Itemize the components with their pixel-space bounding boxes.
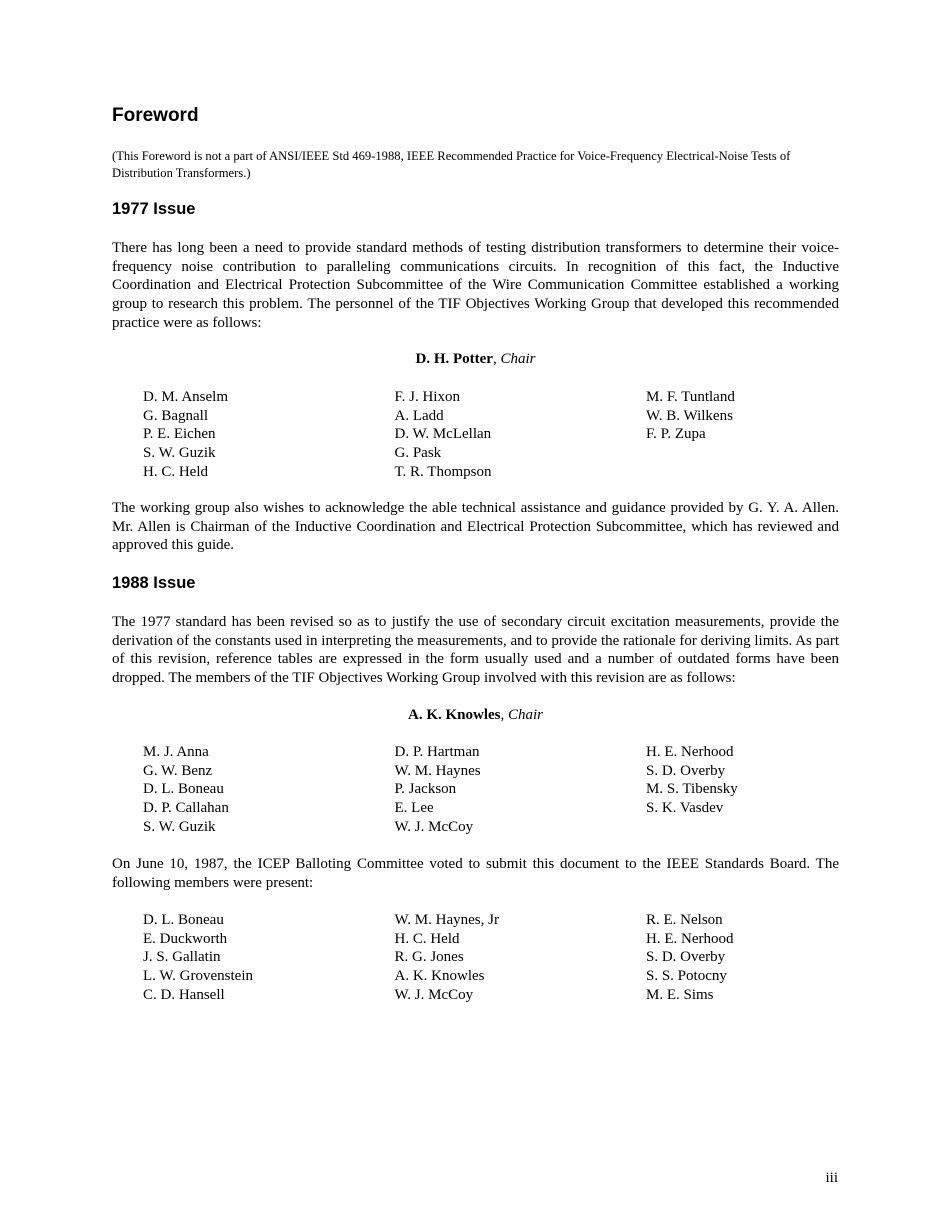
- member-name: T. R. Thompson: [394, 463, 492, 480]
- foreword-heading: Foreword: [112, 105, 199, 126]
- member-name: G. Pask: [394, 445, 442, 462]
- member-name: G. Bagnall: [143, 407, 208, 424]
- issue-1988-intro: The 1977 standard has been revised so as to justify the use of secondary circuit excitation measurements, provide the derivation of the constants used in interpreting the measurements, and to provide the rationale for deriving limits. As part of this revision, reference tables are expressed in the form usually used and a number of outdated forms have been dropped. The members of the TIF Objectives Working Group involved with this revision are as follows:: [112, 614, 839, 687]
- chair-name: A. K. Knowles: [407, 707, 501, 723]
- member-name: H. E. Nerhood: [646, 930, 734, 947]
- issue-1988-heading: 1988 Issue: [112, 574, 196, 592]
- issue-1977-acknowledgement: The working group also wishes to acknowledge the able technical assistance and guidance provided by G. Y. A. Allen. Mr. Allen is Chairman of the Inductive Coordination and Electrical Protection Subcommittee, which has reviewed and approved this guide.: [112, 500, 839, 554]
- member-name: W. J. McCoy: [394, 986, 474, 1003]
- page-number: iii: [825, 1170, 838, 1186]
- issue-1977-intro: There has long been a need to provide standard methods of testing distribution transformers to determine their voice-frequency noise contribution to paralleling communications circuits. In recognition of this fact, the Inductive Coordination and Electrical Protection Subcommittee of the Wire Communication Committee established a working group to research this problem. The personnel of the TIF Objectives Working Group that developed this recommended practice were as follows:: [112, 240, 839, 331]
- member-column: [395, 743, 647, 837]
- issue-1977-chair: D. H. Potter, Chair: [415, 351, 536, 367]
- member-name: D. L. Boneau: [143, 781, 224, 798]
- member-name: W. B. Wilkens: [646, 407, 733, 424]
- member-column: [646, 743, 839, 837]
- member-column: [395, 911, 647, 1005]
- member-name: S. K. Vasdev: [646, 800, 724, 817]
- member-name: F. J. Hixon: [394, 389, 460, 405]
- member-column: [143, 743, 395, 837]
- member-name: S. D. Overby: [646, 762, 726, 779]
- balloting-paragraph: On June 10, 1987, the ICEP Balloting Committee voted to submit this document to the IEEE Standards Board. The following members were present:: [112, 856, 839, 891]
- member-name: W. M. Haynes, Jr: [394, 912, 499, 928]
- issue-1988-chair: A. K. Knowles, Chair: [407, 707, 544, 723]
- member-name: M. J. Anna: [143, 744, 209, 760]
- balloting-members: [143, 911, 839, 1005]
- chair-title: Chair: [500, 351, 536, 367]
- member-name: M. F. Tuntland: [646, 389, 735, 405]
- member-column: [646, 388, 839, 482]
- issue-1988-members: [143, 743, 839, 837]
- foreword-note: (This Foreword is not a part of ANSI/IEEE Std 469-1988, IEEE Recommended Practice for Voice-Frequency Electrical-Noise Tests of Distribution Transformers.): [112, 149, 791, 180]
- member-name: J. S. Gallatin: [143, 949, 221, 966]
- member-name: H. E. Nerhood: [646, 744, 734, 760]
- member-name: E. Duckworth: [143, 930, 228, 947]
- member-name: P. Jackson: [394, 781, 457, 798]
- member-name: W. J. McCoy: [394, 818, 474, 835]
- member-name: M. S. Tibensky: [646, 781, 738, 798]
- member-name: W. M. Haynes: [394, 762, 481, 779]
- member-name: P. E. Eichen: [143, 426, 216, 443]
- member-name: S. W. Guzik: [143, 445, 216, 462]
- member-name: C. D. Hansell: [143, 986, 225, 1003]
- member-name: G. W. Benz: [143, 762, 213, 779]
- member-name: H. C. Held: [143, 463, 208, 480]
- member-column: [143, 388, 395, 482]
- member-name: D. M. Anselm: [143, 389, 229, 405]
- chair-title: Chair: [508, 707, 544, 723]
- member-name: D. W. McLellan: [394, 426, 492, 443]
- issue-1977-heading: 1977 Issue: [112, 200, 196, 218]
- member-name: R. G. Jones: [394, 949, 464, 966]
- chair-name: D. H. Potter: [415, 351, 493, 367]
- member-name: S. W. Guzik: [143, 818, 216, 835]
- member-name: D. L. Boneau: [143, 912, 224, 928]
- member-name: M. E. Sims: [646, 986, 714, 1003]
- member-column: [395, 388, 647, 482]
- member-name: F. P. Zupa: [646, 426, 706, 443]
- member-name: S. S. Potocny: [646, 968, 727, 985]
- member-name: A. Ladd: [394, 407, 444, 424]
- issue-1977-members: [143, 388, 839, 482]
- member-name: H. C. Held: [394, 930, 460, 947]
- member-column: [143, 911, 395, 1005]
- member-name: L. W. Grovenstein: [143, 968, 253, 985]
- member-name: D. P. Callahan: [143, 800, 229, 817]
- member-name: S. D. Overby: [646, 949, 726, 966]
- member-name: R. E. Nelson: [646, 912, 723, 928]
- member-name: D. P. Hartman: [394, 744, 480, 760]
- member-name: A. K. Knowles: [394, 968, 485, 985]
- member-name: E. Lee: [394, 800, 434, 817]
- member-column: [646, 911, 839, 1005]
